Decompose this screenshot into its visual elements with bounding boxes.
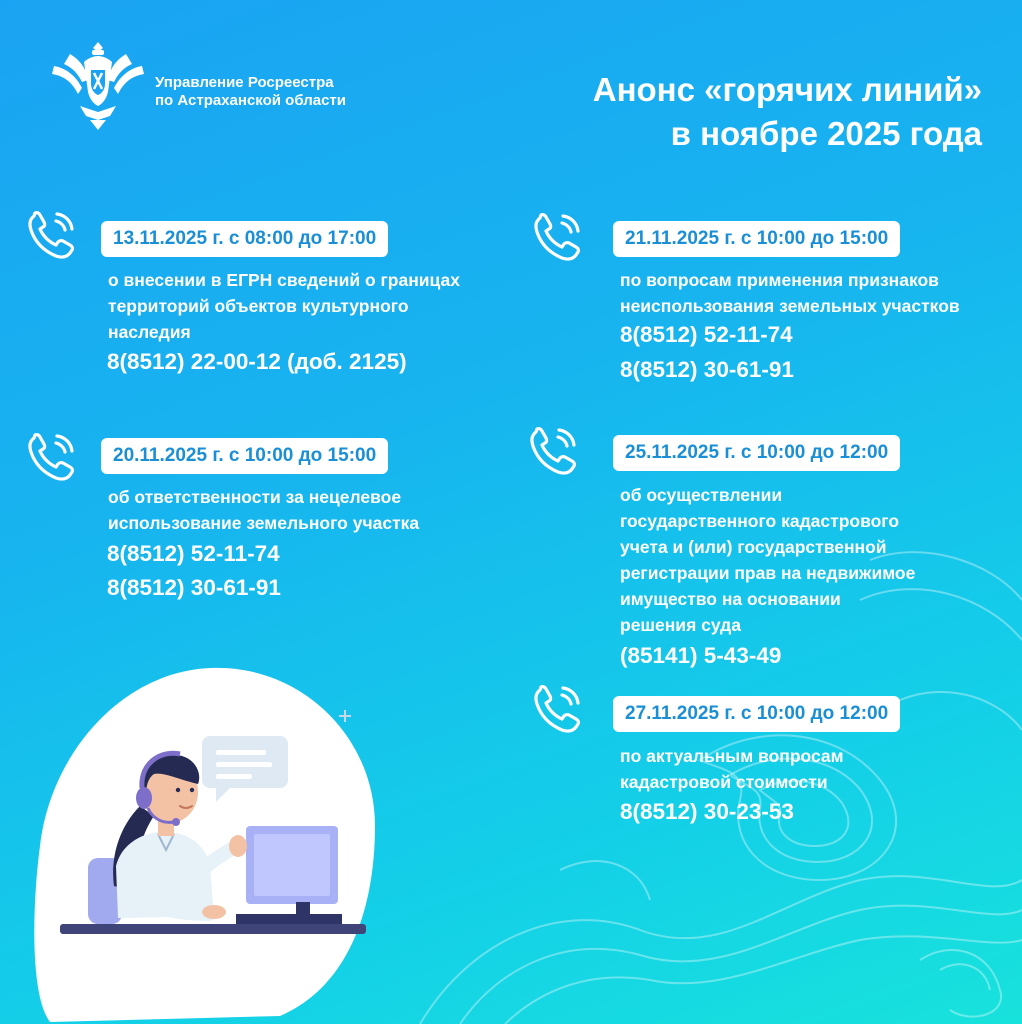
organization-name [155,74,346,110]
organization-name-line2: по Астраханской области [155,92,347,109]
hotline-2-topic [108,484,508,536]
hotline-4-topic-line: регистрации прав на недвижимое [620,563,916,583]
hotline-3-topic [620,267,1010,319]
page-title-line1: Анонс «горячих линий» [592,71,982,108]
hotline-4-phone-number[interactable]: (85141) 5-43-49 [620,643,782,668]
hotline-1-topic [108,267,508,345]
hotline-3-topic-line: по вопросам применения признаков [620,270,939,290]
hotline-5-topic-line: по актуальным вопросам [620,746,844,766]
hotline-5-phone-number[interactable]: 8(8512) 30-23-53 [620,799,794,824]
hotline-4-topic-line: государственного кадастрового [620,511,900,531]
page-title-line2: в ноябре 2025 года [670,115,982,152]
phone-icon [24,428,80,484]
hotline-2-topic-line: использование земельного участка [108,513,420,533]
organization-name-line1: Управление Росреестра [155,74,334,91]
hotline-3-topic-line: неиспользования земельных участков [620,296,960,316]
phone-icon [530,208,586,264]
hotline-4-topic-line: учета и (или) государственной [620,537,887,557]
double-headed-eagle-logo [50,36,146,132]
hotline-1-date-badge: 13.11.2025 г. с 08:00 до 17:00 [101,221,388,257]
hotline-4-topic-line: об осуществлении [620,485,783,505]
hotline-1-topic-line: наследия [108,322,191,342]
hotline-4-date-badge: 25.11.2025 г. с 10:00 до 12:00 [613,435,900,471]
hotline-1-topic-line: территорий объектов культурного [108,296,409,316]
hotline-3-phone-number-1[interactable]: 8(8512) 52-11-74 [620,322,793,347]
call-center-operator-illustration [30,666,380,1024]
phone-icon [526,422,582,478]
hotline-2-phone-number-1[interactable]: 8(8512) 52-11-74 [107,541,280,566]
hotline-3-date-badge: 21.11.2025 г. с 10:00 до 15:00 [613,221,900,257]
hotline-4-topic-line: имущество на основании [620,589,841,609]
hotline-5-topic [620,743,1010,795]
hotline-2-phone-number-2[interactable]: 8(8512) 30-61-91 [107,575,281,600]
hotline-2-topic-line: об ответственности за нецелевое [108,487,402,507]
phone-icon [530,680,586,736]
hotline-4-topic-line: решения суда [620,615,742,635]
hotline-3-phone-number-2[interactable]: 8(8512) 30-61-91 [620,357,794,382]
hotline-2-date-badge: 20.11.2025 г. с 10:00 до 15:00 [101,438,388,474]
hotline-1-topic-line: о внесении в ЕГРН сведений о границах [108,270,460,290]
phone-icon [24,206,80,262]
page-title [593,68,982,156]
hotline-5-date-badge: 27.11.2025 г. с 10:00 до 12:00 [613,696,900,732]
hotline-5-topic-line: кадастровой стоимости [620,772,828,792]
hotline-1-phone-number[interactable]: 8(8512) 22-00-12 (доб. 2125) [107,349,407,374]
hotline-4-topic [620,482,1010,638]
